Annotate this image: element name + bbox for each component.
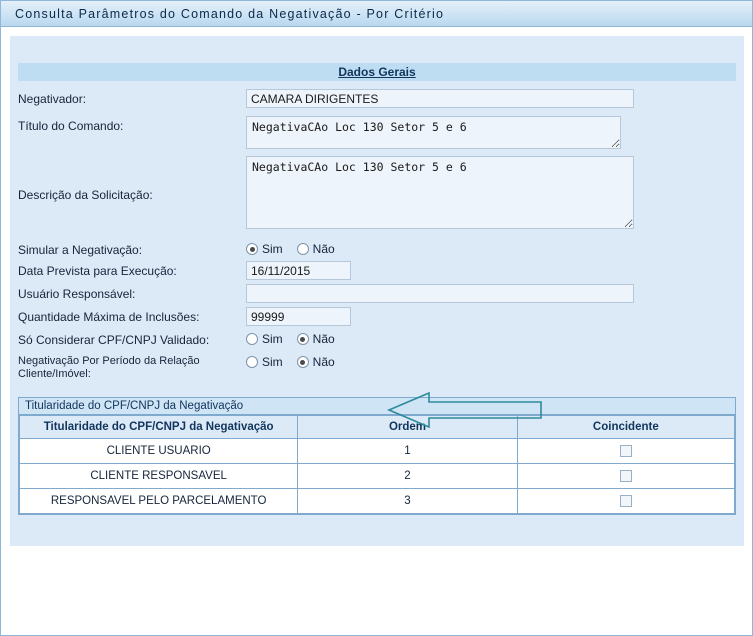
radio-icon[interactable] bbox=[246, 333, 258, 345]
grid-header-row bbox=[20, 416, 735, 439]
cell-coincidente bbox=[517, 489, 734, 514]
radio-icon[interactable] bbox=[246, 356, 258, 368]
form-panel bbox=[10, 36, 744, 546]
label-negativador: Negativador: bbox=[18, 92, 87, 106]
radio-icon[interactable] bbox=[246, 243, 258, 255]
cell-ordem: 2 bbox=[298, 464, 517, 489]
simular-negativacao-option-sim[interactable] bbox=[246, 242, 283, 256]
cell-titularidade: CLIENTE RESPONSAVEL bbox=[20, 464, 298, 489]
table-row[interactable] bbox=[20, 439, 735, 464]
titularidade-grid bbox=[18, 397, 736, 515]
arrow-shape bbox=[389, 393, 541, 427]
grid-header-titularidade: Titularidade do CPF/CNPJ da Negativação bbox=[20, 416, 298, 439]
label-negativacao-periodo bbox=[18, 353, 246, 381]
quantidade-maxima-input[interactable] bbox=[246, 307, 351, 326]
label-negativacao-periodo-line2: Cliente/Imóvel: bbox=[18, 368, 91, 380]
form-fields bbox=[10, 89, 744, 381]
grid-caption: Titularidade do CPF/CNPJ da Negativação bbox=[19, 398, 735, 415]
negativador-input[interactable] bbox=[246, 89, 634, 108]
row-data-prevista bbox=[18, 261, 736, 280]
table-row[interactable] bbox=[20, 489, 735, 514]
radio-icon[interactable] bbox=[297, 243, 309, 255]
descricao-solicitacao-textarea[interactable] bbox=[246, 156, 634, 229]
cell-ordem: 3 bbox=[298, 489, 517, 514]
grid-table bbox=[19, 415, 735, 514]
page-title: Consulta Parâmetros do Comando da Negativação - Por Critério bbox=[15, 6, 445, 21]
so-considerar-cpf-option-sim[interactable] bbox=[246, 332, 283, 346]
data-prevista-input[interactable] bbox=[246, 261, 351, 280]
label-titulo-comando: Título do Comando: bbox=[18, 119, 124, 133]
window-titlebar bbox=[1, 1, 752, 27]
negativacao-periodo-option-sim[interactable] bbox=[246, 355, 283, 369]
titulo-comando-textarea[interactable] bbox=[246, 116, 621, 149]
negativacao-periodo-option-nao[interactable] bbox=[297, 355, 335, 369]
negativacao-periodo-nao-label: Não bbox=[312, 355, 335, 369]
row-usuario-responsavel bbox=[18, 284, 736, 303]
cell-titularidade: RESPONSAVEL PELO PARCELAMENTO bbox=[20, 489, 298, 514]
grid-header-coincidente: Coincidente bbox=[517, 416, 734, 439]
label-data-prevista: Data Prevista para Execução: bbox=[18, 264, 177, 278]
left-arrow-annotation bbox=[385, 391, 545, 429]
so-considerar-cpf-radio-group bbox=[246, 330, 736, 346]
radio-icon[interactable] bbox=[297, 333, 309, 345]
section-header-label: Dados Gerais bbox=[338, 65, 416, 79]
radio-icon[interactable] bbox=[297, 356, 309, 368]
coincidente-checkbox[interactable] bbox=[620, 445, 632, 457]
table-row[interactable] bbox=[20, 464, 735, 489]
simular-negativacao-radio-group bbox=[246, 240, 736, 256]
row-so-considerar-cpf bbox=[18, 330, 736, 347]
so-considerar-cpf-nao-label: Não bbox=[312, 332, 335, 346]
usuario-responsavel-input[interactable] bbox=[246, 284, 634, 303]
negativacao-periodo-radio-group bbox=[246, 353, 736, 369]
label-so-considerar-cpf: Só Considerar CPF/CNPJ Validado: bbox=[18, 333, 210, 347]
row-quantidade-maxima bbox=[18, 307, 736, 326]
grid-header-ordem: Ordem bbox=[298, 416, 517, 439]
so-considerar-cpf-option-nao[interactable] bbox=[297, 332, 335, 346]
row-negativador bbox=[18, 89, 736, 108]
negativacao-periodo-sim-label: Sim bbox=[262, 355, 283, 369]
label-simular-negativacao: Simular a Negativação: bbox=[18, 243, 143, 257]
row-negativacao-periodo bbox=[18, 353, 736, 381]
label-usuario-responsavel: Usuário Responsável: bbox=[18, 287, 136, 301]
cell-coincidente bbox=[517, 439, 734, 464]
coincidente-checkbox[interactable] bbox=[620, 470, 632, 482]
simular-negativacao-sim-label: Sim bbox=[262, 242, 283, 256]
cell-coincidente bbox=[517, 464, 734, 489]
label-descricao-solicitacao: Descrição da Solicitação: bbox=[18, 188, 153, 202]
so-considerar-cpf-sim-label: Sim bbox=[262, 332, 283, 346]
coincidente-checkbox[interactable] bbox=[620, 495, 632, 507]
simular-negativacao-option-nao[interactable] bbox=[297, 242, 335, 256]
label-negativacao-periodo-line1: Negativação Por Período da Relação bbox=[18, 355, 200, 367]
cell-ordem: 1 bbox=[298, 439, 517, 464]
row-simular-negativacao bbox=[18, 240, 736, 257]
simular-negativacao-nao-label: Não bbox=[312, 242, 335, 256]
row-titulo-comando bbox=[18, 116, 736, 152]
label-quantidade-maxima: Quantidade Máxima de Inclusões: bbox=[18, 310, 200, 324]
cell-titularidade: CLIENTE USUARIO bbox=[20, 439, 298, 464]
section-header-dados-gerais bbox=[18, 63, 736, 81]
row-descricao-solicitacao bbox=[18, 156, 736, 232]
